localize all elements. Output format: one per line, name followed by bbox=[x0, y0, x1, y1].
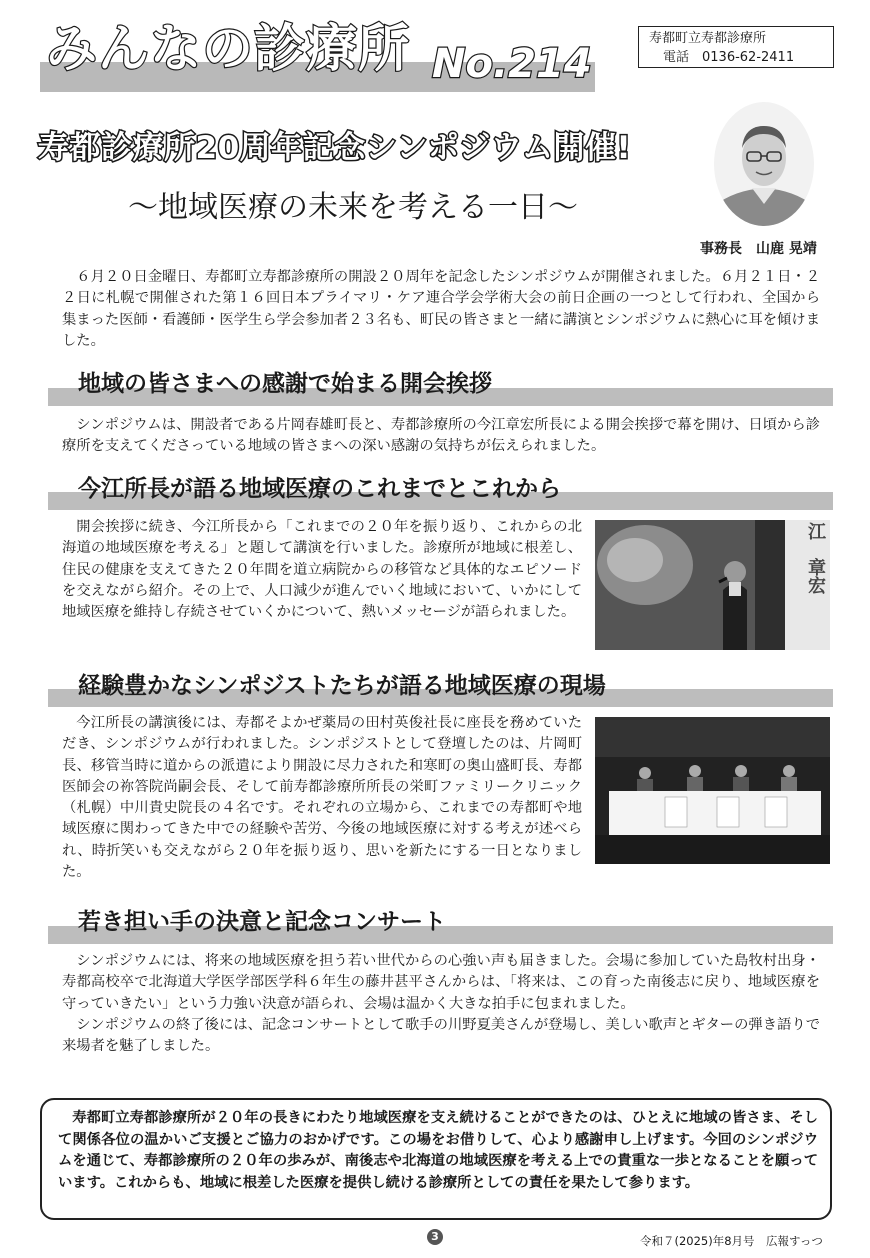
section-paragraph: シンポジウムは、開設者である片岡春雄町長と、寿都診療所の今江章宏所長による開会挨拶で幕を開け、日頃から診療所を支えてくださっている地域の皆さまへの深い感謝の気持ちが伝えられました。 bbox=[62, 417, 821, 455]
section-paragraph: シンポジウムの終了後には、記念コンサートとして歌手の川野夏美さんが登場し、美しい歌声とギターの弾き語りで来場者を魅了しました。 bbox=[62, 1016, 820, 1055]
photo-banner-text: 江 章宏 bbox=[805, 522, 826, 594]
page-number: 3 bbox=[427, 1229, 443, 1245]
subheadline: ～地域医療の未来を考える一日～ bbox=[128, 190, 578, 225]
portrait-photo bbox=[714, 102, 814, 226]
clinic-name: 寿都町立寿都診療所 bbox=[649, 31, 767, 46]
section-body-lecture bbox=[62, 517, 582, 623]
headline: 寿都診療所20周年記念シンポジウム開催! bbox=[38, 130, 632, 166]
section-paragraph: 今江所長の講演後には、寿都そよかぜ薬局の田村英俊社長に座長を務めていただき、シンポジウムが行われました。シンポジストとして登壇したのは、片岡町長、移管当時に道からの派遣により開設に尽力された和寒町の奥山盛町長、寿都医師会の祢答院尚嗣会長、そして前寿都診療所所長の栄町ファミリークリニック（札幌）中川貴史院長の４名です。それぞれの立場から、これまでの寿都町や地域医療に関わってきた中での経験や苦労、今後の地域医療に対する考えが述べられ、時折笑いも交えながら２０年を振り返り、思いを新たにする一日となりました。 bbox=[62, 715, 582, 881]
section-paragraph: シンポジウムには、将来の地域医療を担う若い世代からの心強い声も届きました。会場に参加していた島牧村出身・寿都高校卒で北海道大学医学部医学科６年生の藤井甚平さんからは、「将来は、この育った南後志に戻り、地域医療を守っていきたい」という力強い決意が語られ、会場は温かく大きな拍手に包まれました。 bbox=[62, 953, 820, 1012]
masthead-title: みんなの診療所 bbox=[46, 20, 411, 79]
clinic-phone: 電話 0136-62-2411 bbox=[663, 50, 795, 65]
section-title-concert: 若き担い手の決意と記念コンサート bbox=[78, 909, 446, 935]
footer-issue-info: 令和７(2025)年8月号 広報すっつ bbox=[640, 1234, 823, 1248]
issue-number: No.214 bbox=[432, 41, 592, 87]
author-caption: 事務長 山鹿 晃靖 bbox=[700, 241, 817, 257]
symposium-photo bbox=[595, 717, 830, 864]
lecture-photo bbox=[595, 520, 830, 650]
contact-box bbox=[638, 26, 834, 68]
section-body-symposium bbox=[62, 713, 582, 883]
section-body-concert bbox=[62, 951, 820, 1057]
section-paragraph: 開会挨拶に続き、今江所長から「これまでの２０年を振り返り、これからの北海道の地域医療を考える」と題して講演を行いました。診療所が地域に根差し、住民の健康を支えてきた２０年間を道立病院からの移管など具体的なエピソードを交えながら紹介。その上で、人口減少が進んでいく地域において、いかにして地域医療を維持し存続させていくかについて、熱いメッセージが語られました。 bbox=[62, 519, 582, 621]
closing-message-box bbox=[40, 1098, 832, 1220]
section-title-opening: 地域の皆さまへの感謝で始まる開会挨拶 bbox=[78, 371, 492, 397]
section-title-lecture: 今江所長が語る地域医療のこれまでとこれから bbox=[78, 476, 561, 502]
closing-message: 寿都町立寿都診療所が２０年の長きにわたり地域医療を支え続けることができたのは、ひとえに地域の皆さま、そして関係各位の温かいご支援とご協力のおかげです。この場をお借りして、心より感謝申し上げます。今回のシンポジウムを通じて、寿都診療所の２０年の歩みが、南後志や北海道の地域医療を考える上での貴重な一歩となることを願っています。これからも、地域に根差した医療を提供し続ける診療所としての責任を果たして参ります。 bbox=[58, 1110, 818, 1191]
intro-block bbox=[62, 267, 820, 352]
section-title-symposium: 経験豊かなシンポジストたちが語る地域医療の現場 bbox=[78, 673, 606, 699]
intro-paragraph: ６月２０日金曜日、寿都町立寿都診療所の開設２０周年を記念したシンポジウムが開催されました。６月２１日・２２日に札幌で開催された第１６回日本プライマリ・ケア連合学会学術大会の前日企画の一つとして行われ、全国から集まった医師・看護師・医学生ら学会参加者２３名も、町民の皆さまと一緒に講演とシンポジウムに熱心に耳を傾けました。 bbox=[62, 269, 820, 349]
section-body-opening bbox=[62, 415, 820, 458]
